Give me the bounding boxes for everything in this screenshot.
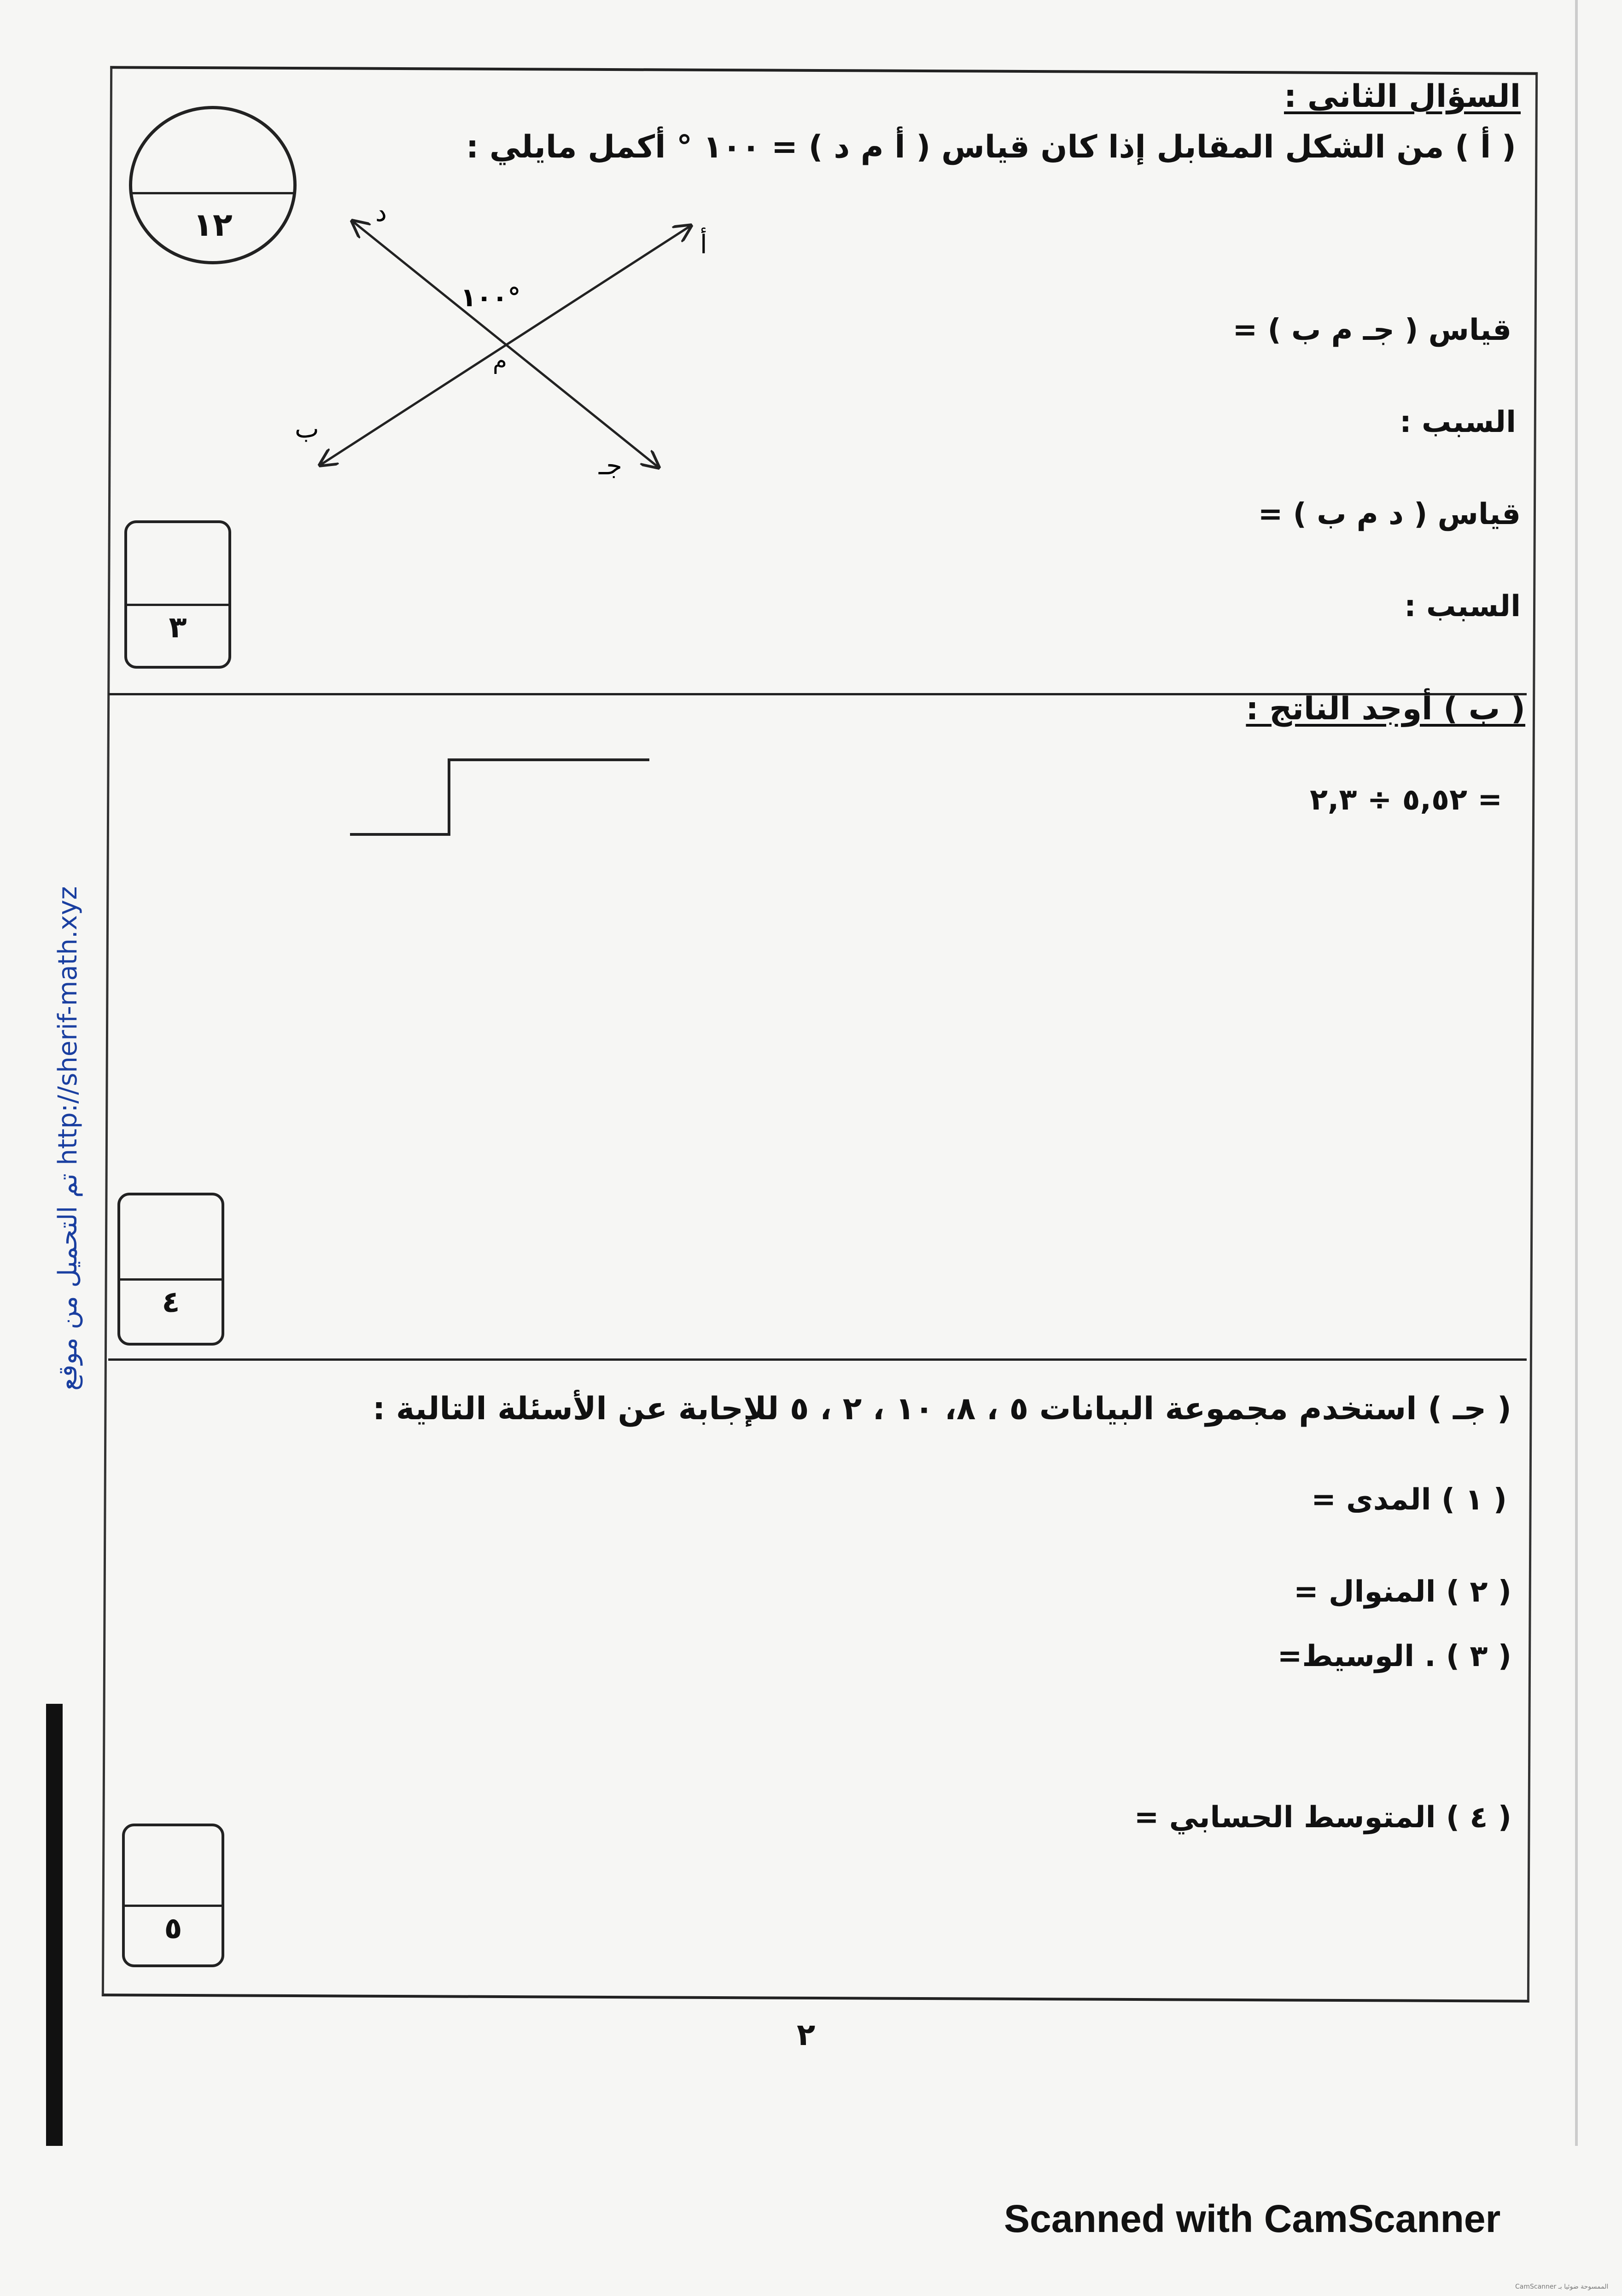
total-score-circle	[129, 106, 297, 264]
question-heading: السؤال الثانى :	[1284, 78, 1521, 115]
part-a-line1: قياس ( جـ م ب ) =	[1232, 313, 1511, 347]
side-watermark: تم التحميل من موقع http://sherif-math.xyz	[53, 886, 83, 1391]
score-box-divider	[127, 604, 228, 606]
label-m: م	[493, 347, 507, 374]
score-a: ٣	[169, 611, 187, 645]
label-d: د	[375, 198, 387, 227]
scan-edge	[46, 1704, 63, 2146]
part-a-reason1: السبب :	[1400, 405, 1516, 439]
part-a-reason2: السبب :	[1404, 589, 1521, 624]
part-c-item3: ( ٣ ) . الوسيط=	[1277, 1639, 1511, 1673]
circle-divider	[132, 192, 293, 194]
score-c: ٥	[164, 1911, 182, 1946]
page-number: ٢	[797, 2017, 816, 2052]
total-score: ١٢	[193, 206, 233, 244]
scan-edge-right	[1575, 0, 1578, 2146]
part-a-prompt: ( أ ) من الشكل المقابل إذا كان قياس ( أ م د ) = ١٠٠ ° أكمل مايلي :	[466, 129, 1516, 165]
score-box-divider	[125, 1905, 222, 1907]
score-box-b	[117, 1193, 224, 1346]
label-j: جـ	[599, 451, 623, 481]
line-d-j	[352, 221, 659, 467]
divider-b-c	[108, 1358, 1527, 1361]
part-c-item4: ( ٤ ) المتوسط الحسابي =	[1134, 1801, 1511, 1835]
division-bracket	[350, 755, 654, 838]
label-b: ب	[295, 414, 319, 444]
score-box-c	[122, 1824, 224, 1967]
score-b: ٤	[162, 1285, 180, 1319]
scanner-footer-small: CamScanner الممسوحة ضوئيا بـ	[1515, 2283, 1609, 2290]
score-box-a	[124, 520, 231, 669]
part-c-item1: ( ١ ) المدى =	[1311, 1483, 1507, 1517]
part-c-item2: ( ٢ ) المنوال =	[1294, 1575, 1511, 1609]
scanner-footer: Scanned with CamScanner	[1004, 2197, 1501, 2240]
part-c-prompt: ( جـ ) استخدم مجموعة البيانات ٥ ، ٨، ١٠ ، ٢ ، ٥ للإجابة عن الأسئلة التالية :	[373, 1391, 1511, 1427]
angle-label: ١٠٠°	[461, 283, 521, 313]
intersecting-lines-figure	[276, 193, 714, 493]
score-box-divider	[120, 1278, 222, 1281]
part-b-prompt: ( ب ) أوجد الناتج :	[1246, 691, 1525, 727]
label-a: أ	[700, 230, 707, 260]
part-b-expression: ٥,٥٢ ÷ ٢,٣ =	[1309, 783, 1502, 817]
part-a-line2: قياس ( د م ب ) =	[1258, 497, 1521, 531]
